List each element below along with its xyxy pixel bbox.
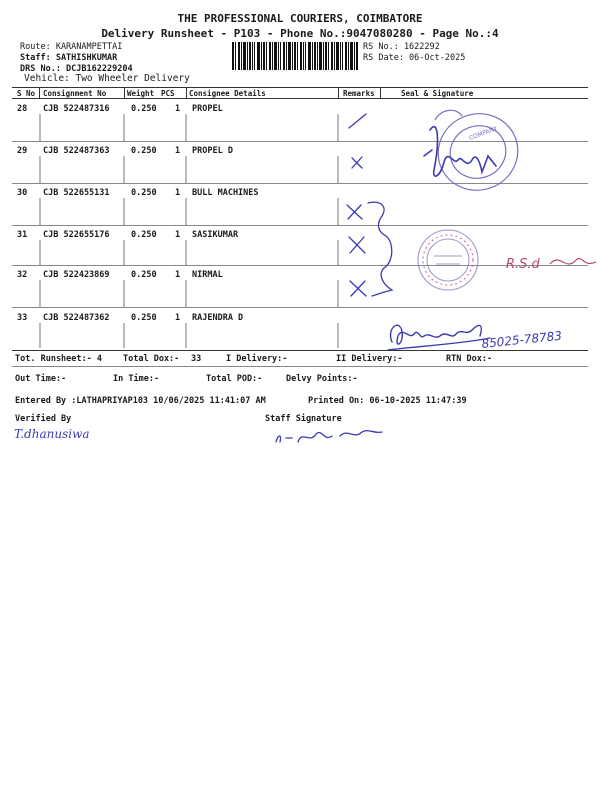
- entered-by: Entered By :LATHAPRIYAP103 10/06/2025 11:41:07 AM: [15, 396, 266, 406]
- total-dox-value: 33: [191, 354, 202, 364]
- row-pcs: 1: [175, 146, 181, 156]
- company-seal-stamp: [410, 100, 520, 200]
- row-weight: 0.250: [131, 188, 157, 198]
- header-weight: Weight: [127, 89, 155, 98]
- row-consignment: CJB 522487363: [43, 146, 110, 156]
- row-weight: 0.250: [131, 313, 157, 323]
- staff-label: Staff: SATHISHKUMAR: [20, 53, 118, 63]
- header-seal: Seal & Signature: [401, 89, 474, 98]
- route-label: Route: KARANAMPETTAI: [20, 42, 123, 52]
- row-pcs: 1: [175, 104, 181, 114]
- header-pcs: PCS: [161, 89, 175, 98]
- row-pcs: 1: [175, 270, 181, 280]
- col-sep: [124, 87, 125, 98]
- col-sep: [39, 87, 40, 98]
- cross-mark: [347, 205, 362, 219]
- header-consignee: Consignee Details: [189, 89, 266, 98]
- row-consignee: SASIKUMAR: [192, 230, 239, 240]
- row-consignment: CJB 522655176: [43, 230, 110, 240]
- row-consignee: PROPEL D: [192, 146, 233, 156]
- tick-mark: [349, 114, 366, 128]
- row-pcs: 1: [175, 230, 181, 240]
- row-consignment: CJB 522655131: [43, 188, 110, 198]
- out-time: Out Time:-: [15, 374, 67, 384]
- rtn-dox: RTN Dox:-: [446, 354, 493, 364]
- row-consignment: CJB 522487316: [43, 104, 110, 114]
- company-title: THE PROFESSIONAL COURIERS, COIMBATORE: [177, 12, 423, 25]
- in-time: In Time:-: [113, 374, 160, 384]
- row-consignee: PROPEL: [192, 104, 223, 114]
- i-delivery: I Delivery:-: [226, 354, 288, 364]
- cross-mark: [349, 237, 365, 253]
- svg-text:COMPANY: COMPANY: [468, 125, 499, 142]
- tot-runsheet: Tot. Runsheet:- 4: [15, 354, 102, 364]
- row-sno: 30: [17, 188, 28, 198]
- bracket-mark: [368, 202, 392, 296]
- summary-divider: [12, 366, 588, 367]
- row-consignee: NIRMAL: [192, 270, 223, 280]
- header-consignment: Consignment No: [43, 89, 107, 98]
- row-sno: 28: [17, 104, 28, 114]
- row-sno: 31: [17, 230, 28, 240]
- row-sno: 29: [17, 146, 28, 156]
- col-sep: [186, 87, 187, 98]
- round-seal-stamp: [410, 222, 600, 302]
- rs-date: RS Date: 06-Oct-2025: [363, 53, 466, 63]
- col-sep: [338, 87, 339, 98]
- table-header-border: [12, 98, 588, 99]
- row-sno: 32: [17, 270, 28, 280]
- col-sep: [380, 87, 381, 98]
- row-weight: 0.250: [131, 146, 157, 156]
- rs-number: RS No.: 1622292: [363, 42, 440, 52]
- table-bottom-border: [12, 350, 588, 351]
- cross-mark: [350, 281, 366, 296]
- table-top-border: [12, 87, 588, 88]
- verified-by-label: Verified By: [15, 414, 72, 424]
- rsd-handwriting: R.S.d: [506, 257, 540, 272]
- header-sno: S No: [17, 89, 36, 98]
- total-pod: Total POD:-: [206, 374, 263, 384]
- row-weight: 0.250: [131, 230, 157, 240]
- ii-delivery: II Delivery:-: [336, 354, 403, 364]
- delvy-points: Delvy Points:-: [286, 374, 358, 384]
- row-sno: 33: [17, 313, 28, 323]
- row-pcs: 1: [175, 188, 181, 198]
- barcode: [232, 42, 358, 70]
- row-consignee: BULL MACHINES: [192, 188, 259, 198]
- row-pcs: 1: [175, 313, 181, 323]
- row-weight: 0.250: [131, 270, 157, 280]
- cross-mark: [352, 157, 362, 168]
- printed-on: Printed On: 06-10-2025 11:47:39: [308, 396, 467, 406]
- row-consignee: RAJENDRA D: [192, 313, 244, 323]
- phone-handwriting: 85025-78783: [480, 328, 563, 351]
- row-consignment: CJB 522423869: [43, 270, 110, 280]
- drs-label: DRS No.: DCJB162229204: [20, 64, 133, 74]
- total-dox-label: Total Dox:-: [123, 354, 180, 364]
- staff-signature: [270, 424, 390, 448]
- verifier-signature: T.dhanusiwa: [14, 427, 90, 441]
- vehicle-label: Vehicle: Two Wheeler Delivery: [24, 73, 190, 84]
- runsheet-subtitle: Delivery Runsheet - P103 - Phone No.:9047080280 - Page No.:4: [101, 27, 499, 40]
- row-weight: 0.250: [131, 104, 157, 114]
- row-consignment: CJB 522487362: [43, 313, 110, 323]
- staff-signature-label: Staff Signature: [265, 414, 342, 424]
- header-remarks: Remarks: [343, 89, 375, 98]
